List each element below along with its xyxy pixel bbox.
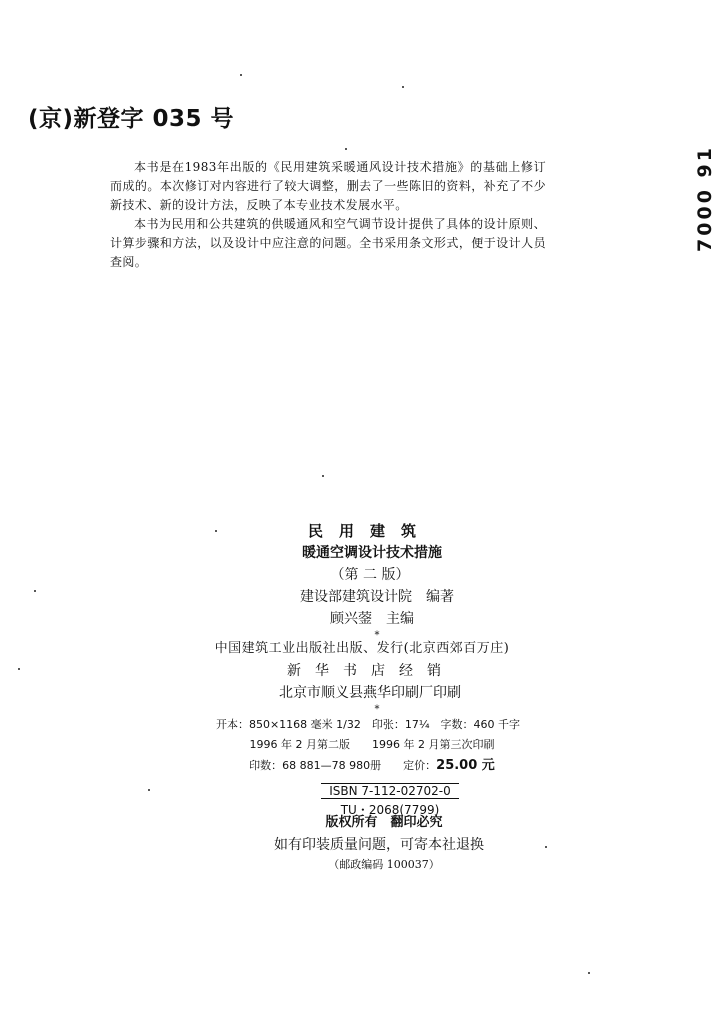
series-name: 民用建筑: [307, 522, 432, 540]
print-run-and-price: [0, 755, 724, 777]
specs-block: [0, 715, 724, 777]
scan-speck: [34, 590, 36, 592]
price-label: 定价：: [403, 759, 437, 772]
scan-speck: [240, 74, 242, 76]
book-description: [110, 158, 546, 272]
classification-number: TU・2068(7799): [340, 803, 440, 817]
book-title-block: [0, 520, 724, 642]
print-run: 印数：68 881—78 980册: [249, 759, 382, 772]
scan-speck: [402, 86, 404, 88]
format-specs: 开本：850×1168 毫米 1/32 印张：17¼ 字数：460 千字: [215, 718, 521, 731]
separator-star: *: [374, 704, 380, 715]
return-note: 如有印装质量问题，可寄本社退换: [274, 837, 484, 853]
publisher-block: [0, 638, 724, 716]
scan-speck: [588, 972, 590, 974]
book-title: 暖通空调设计技术措施: [302, 545, 442, 561]
description-paragraph-2: 本书为民用和公共建筑的供暖通风和空气调节设计提供了具体的设计原则、计算步骤和方法，以及设计中应注意的问题。全书采用条文形式，便于设计人员查阅。: [110, 217, 546, 269]
copyright-notice: 版权所有 翻印必究: [325, 815, 443, 830]
scan-speck: [322, 475, 324, 477]
description-paragraph-1: 本书是在1983年出版的《民用建筑采暖通风设计技术措施》的基础上修订而成的。本次修订对内容进行了较大调整，删去了一些陈旧的资料，补充了不少新技术、新的设计方法，反映了本专业技术发展水平。: [110, 160, 546, 212]
rights-block: [0, 812, 724, 874]
scan-speck: [18, 668, 20, 670]
scan-speck: [545, 846, 547, 848]
author: 建设部建筑设计院 编著: [300, 589, 454, 605]
margin-handwritten-note: 7000 91: [694, 145, 716, 252]
printer-line: 北京市顺义县燕华印刷厂印刷: [279, 685, 461, 701]
edition: （第 二 版）: [330, 567, 410, 583]
distributor-line: 新华书店经销: [287, 663, 455, 679]
scan-speck: [345, 148, 347, 150]
postcode: （邮政编码 100037）: [328, 858, 440, 871]
chief-editor: 顾兴蓥 主编: [330, 611, 414, 627]
scan-speck: [148, 789, 150, 791]
edition-dates: 1996 年 2 月第二版 1996 年 2 月第三次印刷: [249, 738, 495, 751]
scan-speck: [215, 530, 217, 532]
isbn: ISBN 7-112-02702-0: [321, 783, 459, 799]
separator-star: *: [374, 630, 380, 641]
publisher-line: 中国建筑工业出版社出版、发行(北京西郊百万庄): [214, 641, 510, 656]
registration-number: (京)新登字 035 号: [28, 106, 235, 132]
price: 25.00 元: [436, 758, 495, 773]
